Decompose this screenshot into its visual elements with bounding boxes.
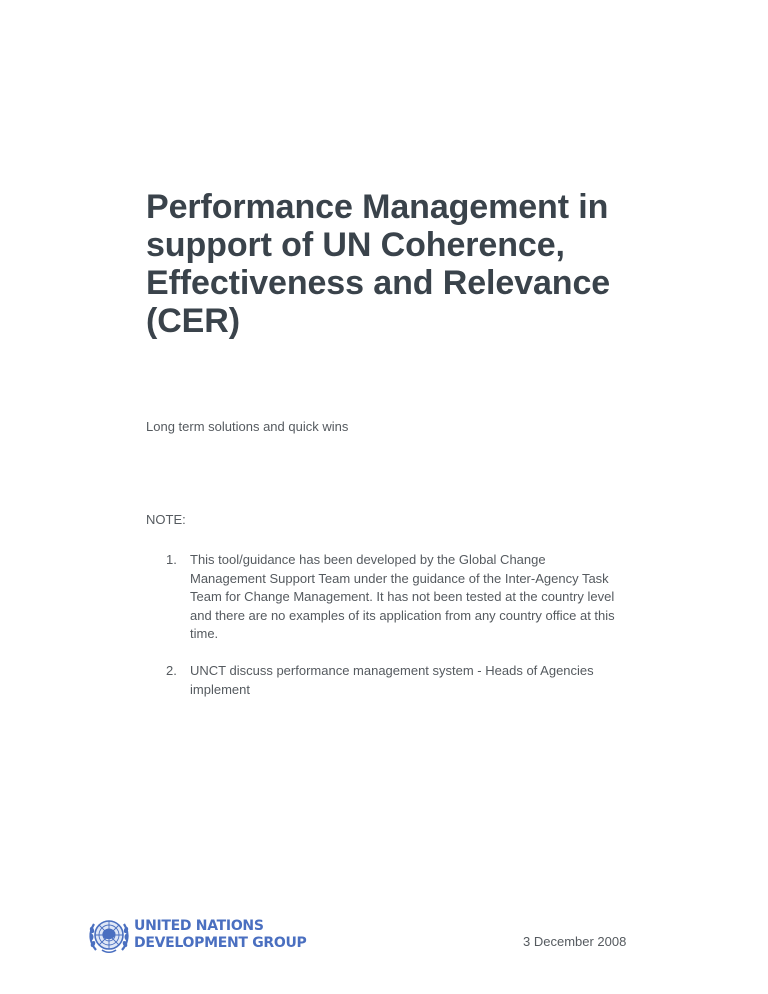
note-text-line: time. <box>190 626 219 642</box>
title-line: support of UN Coherence, <box>146 226 565 264</box>
note-text-line: This tool/guidance has been developed by the Global Change <box>190 552 546 567</box>
logo-line-2: DEVELOPMENT GROUP <box>134 935 307 951</box>
document-subtitle: Long term solutions and quick wins <box>146 419 349 434</box>
logo-line-1: UNITED NATIONS <box>134 918 264 934</box>
title-line: Performance Management in <box>146 188 609 226</box>
note-number: 1. <box>166 552 177 567</box>
note-text-line: UNCT discuss performance management system - Heads of Agencies <box>190 662 594 678</box>
document-title <box>146 188 626 340</box>
note-text-line: Team for Change Management. It has not been tested at the country level <box>190 589 615 605</box>
document-date: 3 December 2008 <box>523 934 627 949</box>
note-list <box>146 551 666 717</box>
note-text-line: Management Support Team under the guidance of the Inter-Agency Task <box>190 570 609 586</box>
note-item <box>146 551 666 644</box>
undg-logo <box>88 914 307 956</box>
un-emblem-icon <box>88 914 130 956</box>
note-item <box>146 662 666 699</box>
note-label: NOTE: <box>146 512 186 527</box>
note-number: 2. <box>166 662 177 678</box>
title-line: Effectiveness and Relevance <box>146 264 611 302</box>
note-text-line: implement <box>190 681 250 697</box>
title-line: (CER) <box>146 302 240 340</box>
note-text-line: and there are no examples of its application from any country office at this <box>190 607 615 623</box>
logo-text <box>134 918 307 952</box>
